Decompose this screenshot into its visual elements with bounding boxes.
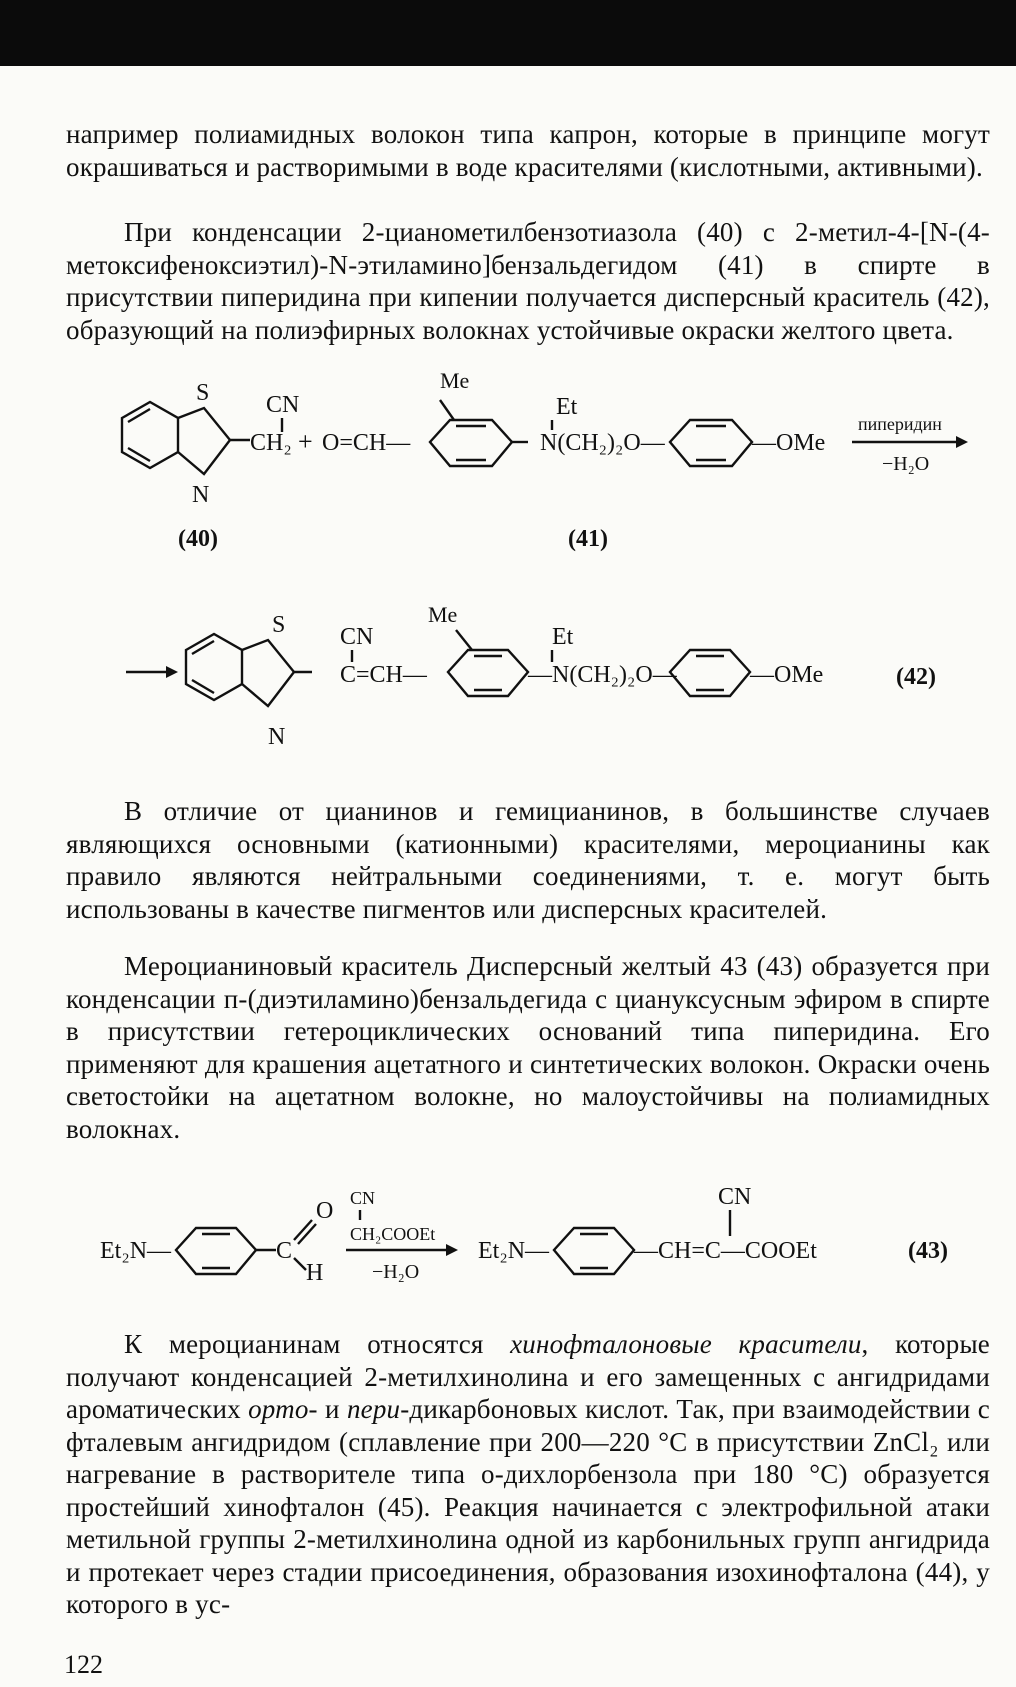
methoxy-label-42: —OMe (750, 662, 824, 688)
amine-chain-42: —N(CH₂)₂O— (528, 662, 677, 688)
italic-term-quinophthalone: хинофталоновые красители (510, 1329, 862, 1359)
paragraph-4: Мероцианиновый краситель Дисперсный желтый 43 (43) образуется при конденсации п-(диэтиламино)бензальдегида с циануксусным эфиром в спирте в присутствии гетероциклических оснований типа пиперидина. Его применяют для крашения ацетатного и синтетических волокон. Окраски очень светостойки на ацетатном волокне, но малоустойчивы на полиамидных волокнах. (66, 951, 990, 1144)
sulfur-label-42: S (272, 612, 286, 638)
cyano-label-42: CN (340, 624, 374, 650)
sulfur-label: S (196, 380, 210, 406)
compound-label-41: (41) (568, 526, 608, 552)
compound-label-42: (42) (896, 664, 936, 690)
page-number: 122 (64, 1650, 103, 1679)
methoxy-label: —OMe (752, 430, 826, 456)
diethylamino-label-product: Et₂N— (478, 1238, 550, 1264)
benzene-ring-41b (670, 420, 752, 466)
italic-term-ortho: орто (248, 1394, 309, 1424)
benzene-ring-43b (554, 1228, 634, 1274)
cyano-label: CN (266, 392, 300, 418)
nitrogen-label: N (192, 482, 210, 508)
arrow-byproduct-label: −H₂O (882, 453, 930, 475)
reaction-scheme-1 (0, 370, 1016, 560)
benzene-ring-42b (670, 650, 750, 696)
italic-term-peri: пери (346, 1394, 401, 1424)
plus-sign: + (298, 427, 313, 456)
benzene-ring-43a (176, 1228, 256, 1274)
diethylamino-label: Et₂N— (100, 1238, 172, 1264)
amine-chain: N(CH₂)₂O— (540, 430, 665, 456)
benzothiazole-ring-42 (186, 634, 294, 706)
methyl-label-42: Me (428, 602, 458, 627)
paragraph-5: К мероцианинам относятся хинофталоновые красители, которые получают конденсацией 2-метилхинолина и его замещенных с ангидридами ароматических орто- и пери-дикарбоновых кислот. Так, при взаимодействии с фталевым ангидридом (сплавление при 200—220 °C в присутствии ZnCl₂ или нагревание в растворителе типа о-дихлорбензола при 180 °C) образуется простейший хинофталон (45). Реакция начинается с электрофильной атаки метильной группы 2-метилхинолина одной из карбонильных групп ангидрида и протекает через стадии присоединения, образования изохинофталона (44), у которого в ус- (66, 1329, 990, 1619)
scan-top-border (0, 0, 1016, 66)
reagent-label: CH₂COOEt (350, 1224, 436, 1244)
nitrogen-label-42: N (268, 724, 286, 750)
cyano-label-43: CN (718, 1184, 752, 1210)
byproduct-label: −H₂O (372, 1261, 420, 1283)
paragraph-1: например полиамидных волокон типа капрон, которые в принципе могут окрашиваться и растворимыми в воде красителями (кислотными, активными). (66, 119, 990, 182)
aldehyde-hydrogen: H (306, 1260, 324, 1286)
paragraph-2: При конденсации 2-цианометилбензотиазола (40) с 2-метил-4-[N-(4-метоксифеноксиэтил)-N-этиламино]бензальдегидом (41) в спирте в присутствии пиперидина при кипении получается дисперсный краситель (42), образующий на полиэфирных волокнах устойчивые окраски желтого цвета. (66, 217, 990, 345)
acrylate-chain: —CH=C—COOEt (634, 1238, 817, 1264)
reaction-scheme-3 (0, 1180, 1016, 1300)
carbonyl-oxygen: O (316, 1198, 334, 1224)
vinyl-group: C=CH— (340, 662, 427, 688)
reagent-cn: CN (350, 1188, 376, 1208)
benzene-ring-41a (430, 420, 512, 466)
compound-label-40: (40) (178, 526, 218, 552)
arrow-reagent-label: пиперидин (858, 414, 942, 434)
reaction-scheme-2 (0, 592, 1016, 762)
compound-label-43: (43) (908, 1238, 948, 1264)
carbonyl-carbon: C (276, 1238, 293, 1264)
ethyl-label: Et (556, 394, 578, 420)
aldehyde-group: O=CH— (322, 430, 411, 456)
paragraph-3: В отличие от цианинов и гемицианинов, в большинстве случаев являющихся основными (катионными) красителями, мероцианины как правило являются нейтральными соединениями, т. е. могут быть использованы в качестве пигментов или дисперсных красителей. (66, 796, 990, 924)
benzene-ring-42a (448, 650, 528, 696)
benzothiazole-ring-40 (122, 402, 230, 474)
methyl-label: Me (440, 370, 470, 393)
ethyl-label-42: Et (552, 624, 574, 650)
ch2-label: CH₂ (250, 430, 292, 456)
